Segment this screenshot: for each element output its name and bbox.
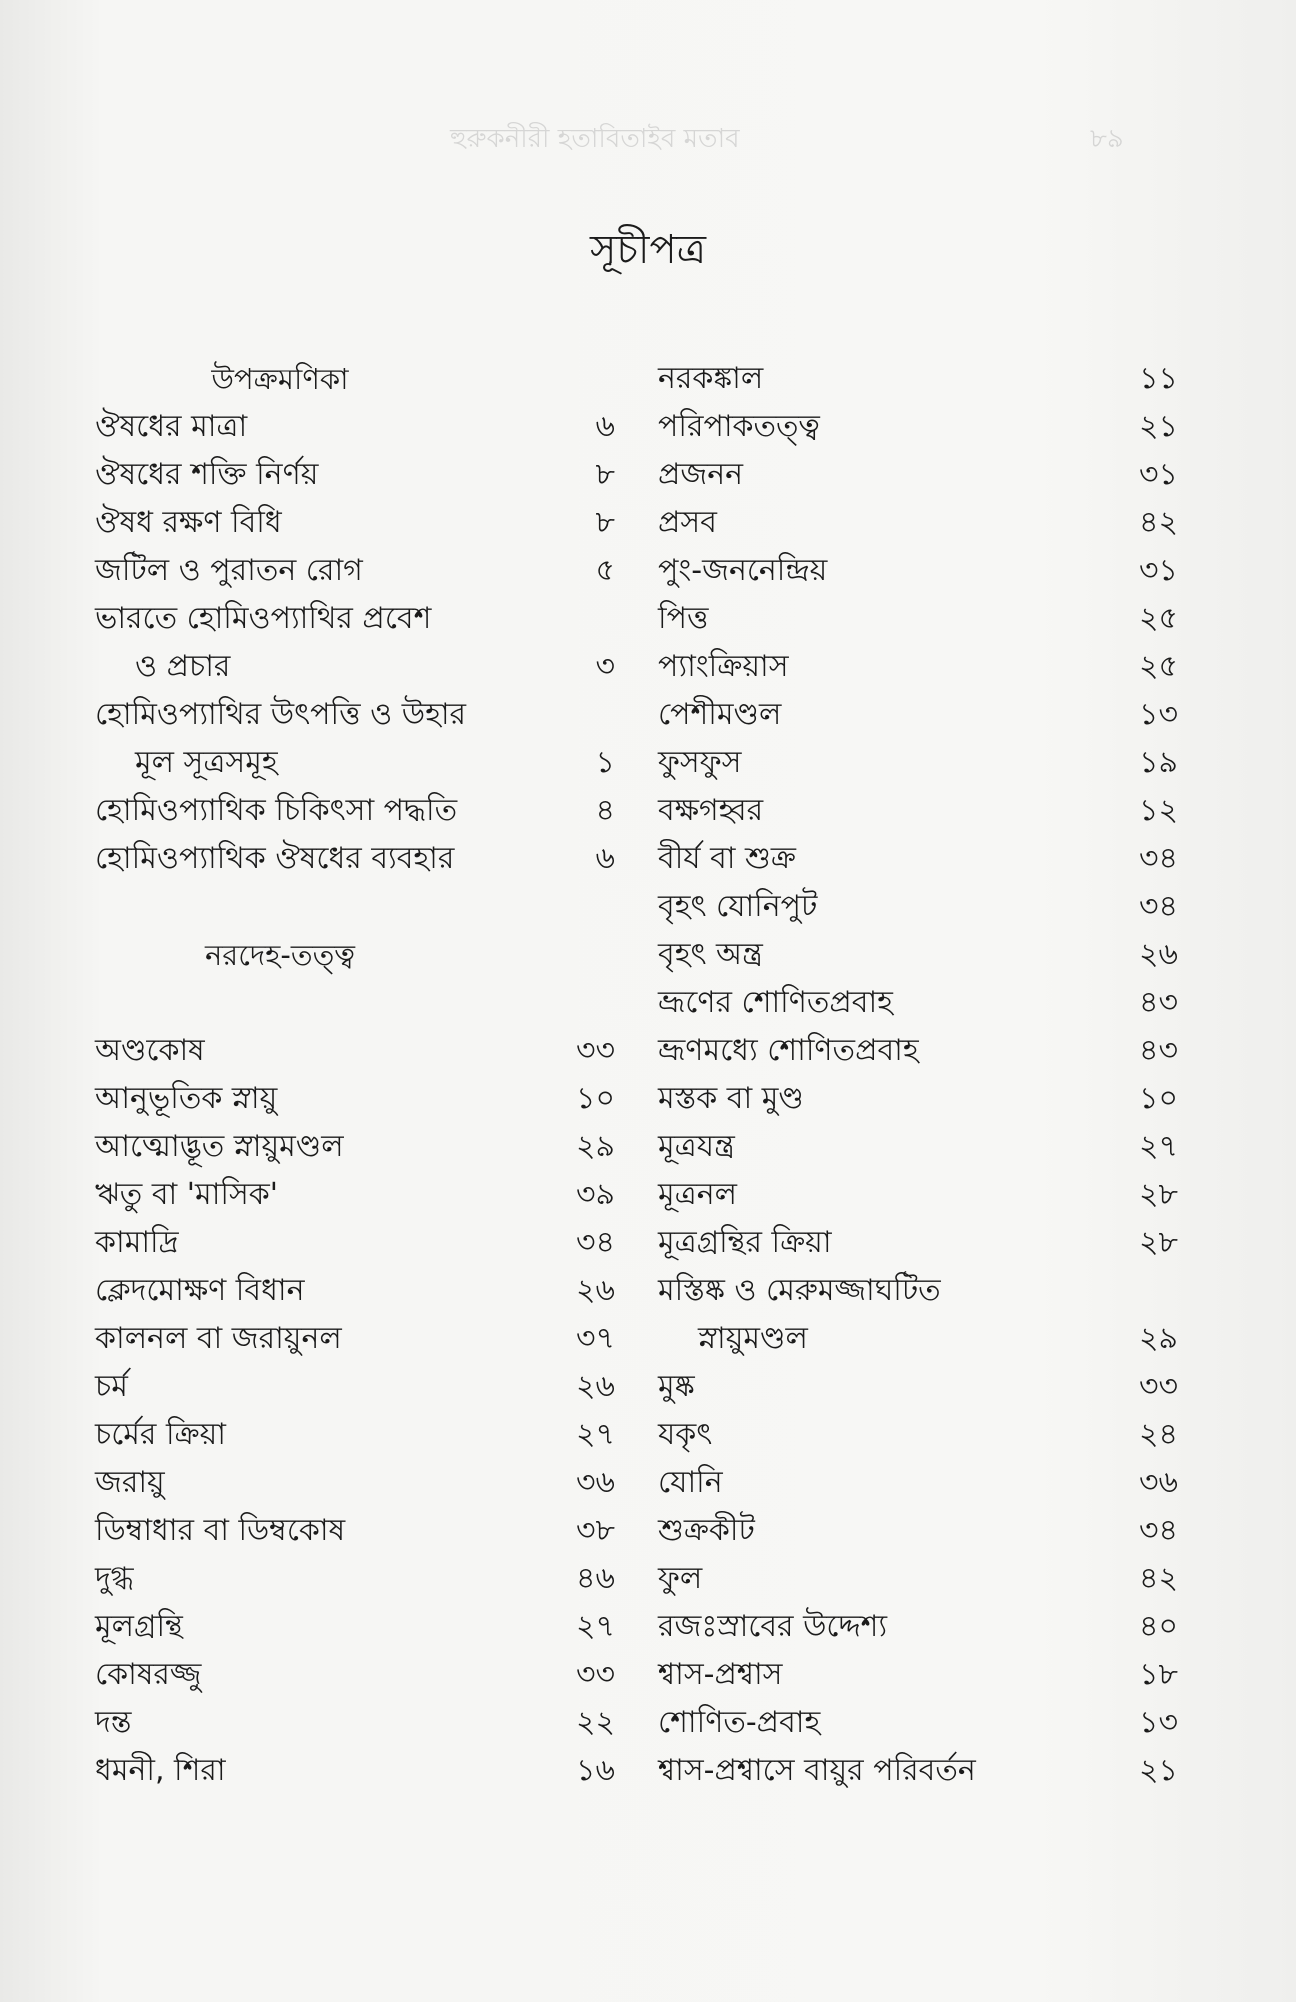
toc-entry-title: যোনি <box>658 1465 723 1500</box>
toc-entry-title: পুং-জননেন্দ্রিয় <box>658 553 828 588</box>
toc-entry-page: ৪৩ <box>1139 1033 1178 1068</box>
toc-entry-title: মূলগ্রন্থি <box>95 1609 183 1644</box>
bleed-through-page-number: ৮৯ <box>1090 124 1124 154</box>
toc-entry-title: বক্ষগহ্বর <box>658 793 764 828</box>
toc-entry-page: ৮ <box>595 505 615 540</box>
toc-entry-page: ৩৪ <box>1139 889 1178 924</box>
toc-entry <box>95 835 615 883</box>
toc-entry <box>658 1699 1178 1747</box>
toc-entry <box>658 1315 1178 1363</box>
toc-entry <box>658 1459 1178 1507</box>
toc-entry-page: ২১ <box>1139 409 1178 444</box>
toc-entry <box>95 691 615 739</box>
toc-entry <box>658 931 1178 979</box>
toc-entry-title: মূত্রগ্রন্থির ক্রিয়া <box>658 1225 832 1260</box>
toc-entry-title: ফুসফুস <box>658 745 742 780</box>
toc-entry-page: ৪৩ <box>1139 985 1178 1020</box>
toc-entry-page: ৪ <box>595 793 615 828</box>
toc-entry-title: হোমিওপ্যাথিক ঔষধের ব্যবহার <box>95 841 455 876</box>
bleed-through-header: হুরুকনীরী হতাবিতাইব মতাব <box>450 124 740 154</box>
toc-entry-title: ভ্রূণের শোণিতপ্রবাহ <box>658 985 893 1020</box>
toc-entry-title: কামাদ্রি <box>95 1225 179 1260</box>
toc-entry-title: পেশীমণ্ডল <box>658 697 782 732</box>
toc-entry-title: চর্মের ক্রিয়া <box>95 1417 226 1452</box>
toc-entry-title: শুক্রকীট <box>658 1513 755 1548</box>
toc-entry-title: মস্তক বা মুণ্ড <box>658 1081 804 1116</box>
toc-entry-page: ৮ <box>595 457 615 492</box>
toc-entry-title: দন্ত <box>95 1705 132 1740</box>
toc-entry-page: ৩১ <box>1139 457 1178 492</box>
toc-entry-title: মূত্রনল <box>658 1177 737 1212</box>
toc-entry-title: চর্ম <box>95 1369 128 1404</box>
toc-entry-page: ২৮ <box>1139 1225 1178 1260</box>
toc-entry-page: ৩৪ <box>1139 1513 1178 1548</box>
toc-entry-page: ৫ <box>595 553 615 588</box>
toc-entry <box>658 403 1178 451</box>
toc-entry-title: হোমিওপ্যাথিক চিকিৎসা পদ্ধতি <box>95 793 458 828</box>
toc-entry-page: ২৬ <box>575 1273 615 1308</box>
toc-entry-title: স্নায়ুমণ্ডল <box>698 1321 808 1356</box>
toc-entry-title: কালনল বা জরায়ুনল <box>95 1321 342 1356</box>
toc-entry-page: ৩৮ <box>576 1513 615 1548</box>
toc-entry-page: ৩৪ <box>576 1225 615 1260</box>
toc-entry-title: কোষরজ্জু <box>95 1657 202 1692</box>
toc-entry <box>95 1027 615 1075</box>
toc-entry-page: ২৬ <box>1138 937 1178 972</box>
toc-entry <box>658 595 1178 643</box>
toc-entry-page: ৩১ <box>1139 553 1178 588</box>
toc-entry <box>658 1507 1178 1555</box>
toc-entry-title: পিত্ত <box>658 601 709 636</box>
toc-entry-title: ধমনী, শিরা <box>95 1753 226 1788</box>
toc-entry <box>95 595 615 643</box>
toc-entry-page: ২৪ <box>1139 1417 1178 1452</box>
toc-entry <box>95 1651 615 1699</box>
toc-entry <box>658 1603 1178 1651</box>
toc-entry-page: ২৫ <box>1139 601 1178 636</box>
toc-entry-title: শ্বাস-প্রশ্বাস <box>658 1657 783 1692</box>
toc-entry-title: রজঃস্রাবের উদ্দেশ্য <box>658 1609 888 1644</box>
toc-entry <box>95 499 615 547</box>
toc-entry-page: ৩৩ <box>575 1033 615 1068</box>
toc-entry <box>95 1219 615 1267</box>
toc-entry-title: বীর্য বা শুক্র <box>658 841 796 876</box>
toc-entry <box>658 547 1178 595</box>
toc-entry-title: জরায়ু <box>95 1465 165 1500</box>
toc-entry-page: ১০ <box>1139 1081 1178 1116</box>
toc-entry-title: আনুভূতিক স্নায়ু <box>95 1081 278 1116</box>
toc-entry <box>658 1747 1178 1795</box>
toc-entry-title: ঔষধের শক্তি নির্ণয় <box>95 457 319 492</box>
toc-entry-title: জটিল ও পুরাতন রোগ <box>95 553 363 588</box>
toc-entry-title: ও প্রচার <box>135 649 231 684</box>
toc-entry-page: ২৯ <box>1139 1321 1178 1356</box>
toc-entry-title: প্রসব <box>658 505 717 540</box>
section-heading: উপক্রমণিকা <box>211 362 349 396</box>
toc-entry <box>658 1555 1178 1603</box>
toc-entry-title: প্যাংক্রিয়াস <box>658 649 789 684</box>
toc-entry-title: ফুল <box>658 1561 703 1596</box>
toc-entry <box>95 787 615 835</box>
toc-entry-title: ভারতে হোমিওপ্যাথির প্রবেশ <box>95 601 432 636</box>
toc-entry <box>95 1171 615 1219</box>
toc-entry-page: ৪২ <box>1139 1561 1178 1596</box>
toc-entry <box>658 1171 1178 1219</box>
toc-entry <box>658 1027 1178 1075</box>
toc-entry <box>658 1651 1178 1699</box>
toc-entry <box>95 1123 615 1171</box>
toc-entry-page: ৩৯ <box>576 1177 615 1212</box>
toc-entry-page: ২৭ <box>575 1417 615 1452</box>
toc-entry-page: ৩৬ <box>1138 1465 1178 1500</box>
toc-entry-title: যকৃৎ <box>658 1417 713 1452</box>
toc-entry <box>95 547 615 595</box>
toc-entry-title: মুষ্ক <box>658 1369 695 1404</box>
toc-entry-title: মূল সূত্রসমূহ <box>135 745 278 780</box>
toc-entry-title: মস্তিষ্ক ও মেরুমজ্জাঘটিত <box>658 1273 941 1308</box>
toc-entry-title: অণ্ডকোষ <box>95 1033 205 1068</box>
toc-entry-page: ১৮ <box>1139 1657 1178 1692</box>
toc-right-column <box>658 355 1178 1795</box>
toc-entry-title: মূত্রযন্ত্র <box>658 1129 735 1164</box>
toc-entry-title: শ্বাস-প্রশ্বাসে বায়ুর পরিবর্তন <box>658 1753 976 1788</box>
toc-entry-page: ১ <box>595 745 615 780</box>
toc-entry <box>658 979 1178 1027</box>
toc-entry-page: ১৬ <box>576 1753 615 1788</box>
toc-entry <box>95 1315 615 1363</box>
toc-entry <box>658 355 1178 403</box>
section-spacer <box>95 883 615 931</box>
toc-entry <box>658 1123 1178 1171</box>
toc-entry-page: ১৩ <box>1139 697 1178 732</box>
toc-entry-page: ৩৪ <box>1139 841 1178 876</box>
page-title: সূচীপত্র <box>590 227 706 273</box>
toc-entry <box>95 1747 615 1795</box>
toc-entry-title: হোমিওপ্যাথির উৎপত্তি ও উহার <box>95 697 467 732</box>
toc-entry <box>658 691 1178 739</box>
toc-entry <box>658 739 1178 787</box>
toc-entry-title: প্রজনন <box>658 457 744 492</box>
toc-entry-title: পরিপাকতত্ত্ব <box>658 409 820 444</box>
toc-entry <box>658 835 1178 883</box>
toc-entry <box>95 1555 615 1603</box>
toc-entry <box>95 1267 615 1315</box>
toc-entry <box>658 1219 1178 1267</box>
toc-entry-title: ভ্রূণমধ্যে শোণিতপ্রবাহ <box>658 1033 919 1068</box>
toc-entry <box>95 739 615 787</box>
toc-entry-page: ১১ <box>1139 361 1178 396</box>
toc-entry-page: ৪২ <box>1139 505 1178 540</box>
toc-entry-page: ৩ <box>595 649 615 684</box>
toc-entry-page: ৩৭ <box>575 1321 615 1356</box>
toc-entry-title: ডিম্বাধার বা ডিম্বকোষ <box>95 1513 346 1548</box>
toc-left-column <box>95 355 615 1795</box>
toc-entry <box>95 1459 615 1507</box>
toc-entry-title: দুগ্ধ <box>95 1561 134 1596</box>
toc-entry <box>658 1411 1178 1459</box>
toc-entry <box>95 643 615 691</box>
toc-entry <box>95 1363 615 1411</box>
toc-entry-page: ১২ <box>1139 793 1178 828</box>
toc-entry <box>95 1603 615 1651</box>
toc-entry-page: ৪৬ <box>576 1561 615 1596</box>
toc-entry-page: ১০ <box>576 1081 615 1116</box>
toc-entry <box>95 1699 615 1747</box>
toc-entry <box>658 499 1178 547</box>
toc-entry-page: ২৭ <box>575 1609 615 1644</box>
toc-entry-title: নরকঙ্কাল <box>658 361 764 396</box>
toc-entry-title: বৃহৎ অন্ত্র <box>658 937 763 972</box>
toc-entry <box>658 1363 1178 1411</box>
toc-entry <box>658 1267 1178 1315</box>
toc-entry-title: আত্মোদ্ভূত স্নায়ুমণ্ডল <box>95 1129 344 1164</box>
toc-entry-title: ঔষধ রক্ষণ বিধি <box>95 505 282 540</box>
toc-entry-title: ঋতু বা 'মাসিক' <box>95 1177 279 1212</box>
toc-entry-page: ৪০ <box>1139 1609 1178 1644</box>
toc-entry-page: ২৫ <box>1139 649 1178 684</box>
toc-entry <box>658 883 1178 931</box>
toc-entry-page: ১৩ <box>1139 1705 1178 1740</box>
toc-entry <box>95 1411 615 1459</box>
section-spacer <box>95 979 615 1027</box>
toc-entry <box>95 1507 615 1555</box>
toc-entry-title: বৃহৎ যোনিপুট <box>658 889 818 924</box>
toc-entry-title: শোণিত-প্রবাহ <box>658 1705 821 1740</box>
toc-entry-page: ৬ <box>595 409 615 444</box>
toc-entry <box>95 403 615 451</box>
toc-entry-page: ২৭ <box>1138 1129 1178 1164</box>
toc-entry-page: ৩৩ <box>1138 1369 1178 1404</box>
toc-entry <box>95 1075 615 1123</box>
section-heading: নরদেহ-তত্ত্ব <box>205 938 355 972</box>
toc-entry <box>658 451 1178 499</box>
toc-entry-page: ২৯ <box>576 1129 615 1164</box>
toc-entry-page: ৬ <box>595 841 615 876</box>
toc-entry-page: ২২ <box>575 1705 615 1740</box>
toc-entry-page: ১৯ <box>1139 745 1178 780</box>
toc-entry <box>658 787 1178 835</box>
toc-entry-page: ২৮ <box>1139 1177 1178 1212</box>
toc-entry-page: ২১ <box>1139 1753 1178 1788</box>
toc-entry <box>95 451 615 499</box>
toc-entry-title: ঔষধের মাত্রা <box>95 409 248 444</box>
toc-entry <box>658 1075 1178 1123</box>
toc-entry <box>658 643 1178 691</box>
toc-entry-page: ৩৩ <box>575 1657 615 1692</box>
toc-entry-page: ২৬ <box>575 1369 615 1404</box>
toc-entry-title: ক্লেদমোক্ষণ বিধান <box>95 1273 305 1308</box>
toc-entry-page: ৩৬ <box>575 1465 615 1500</box>
